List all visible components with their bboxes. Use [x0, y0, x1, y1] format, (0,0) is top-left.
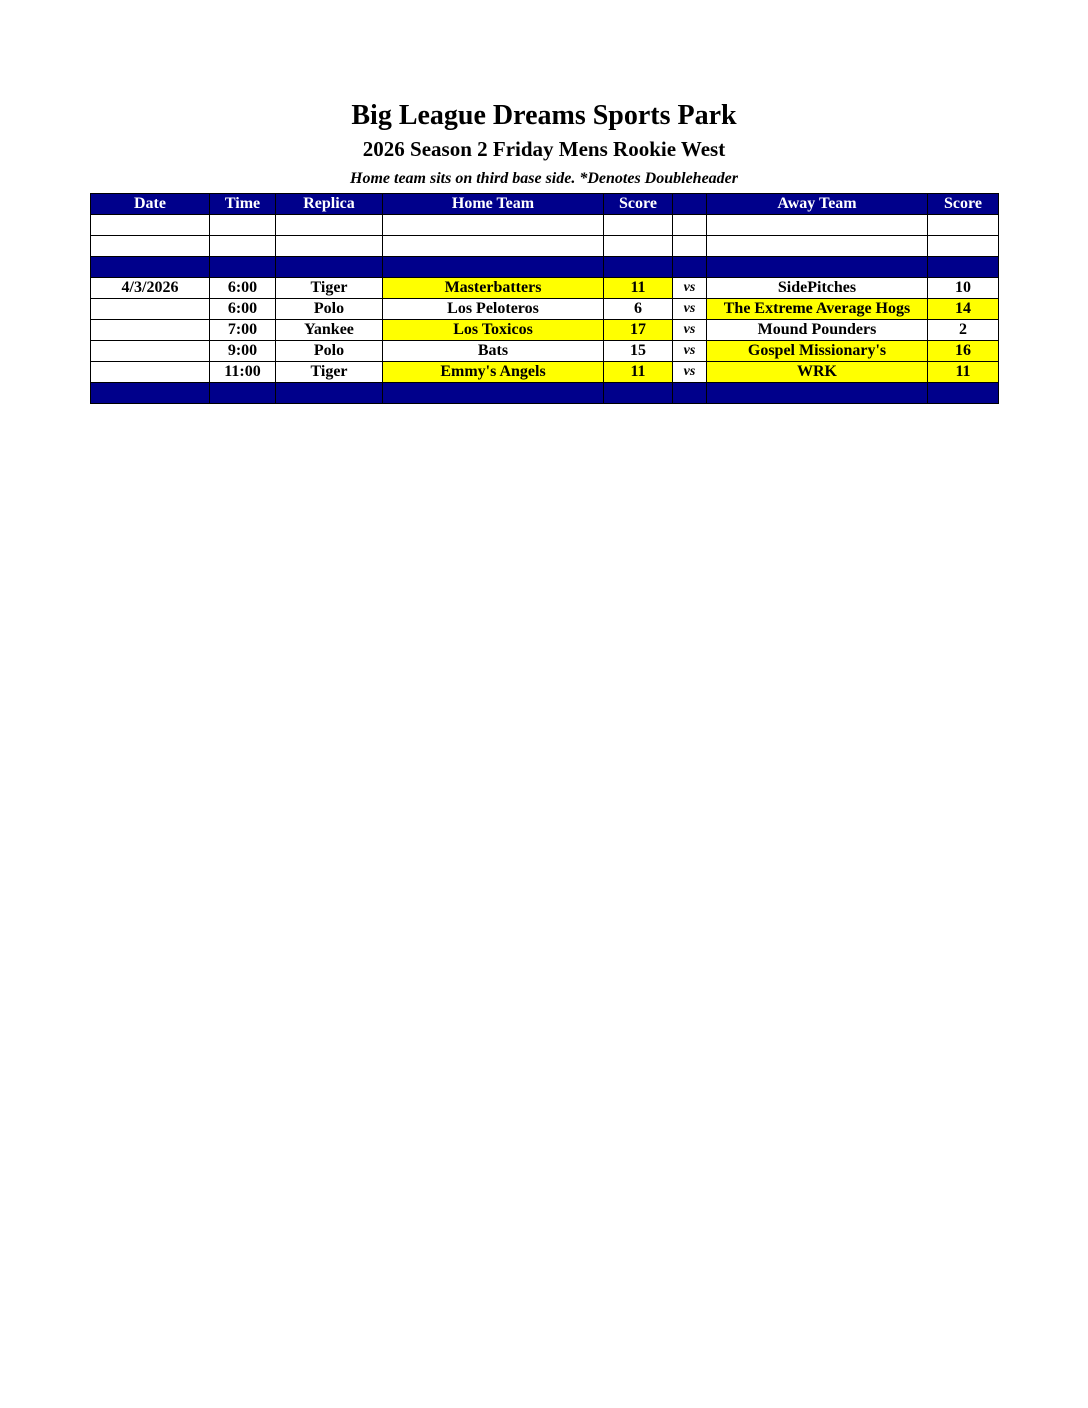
game-date-cell	[91, 320, 210, 341]
vs-cell: vs	[673, 299, 707, 320]
away-score-cell: 2	[928, 320, 999, 341]
band-cell	[276, 383, 383, 404]
home-team-cell: Emmy's Angels	[383, 362, 604, 383]
band-cell	[928, 257, 999, 278]
band-cell	[210, 257, 276, 278]
band-cell	[928, 383, 999, 404]
column-header-date: Date	[91, 194, 210, 215]
games-body	[91, 278, 999, 383]
vs-cell: vs	[673, 320, 707, 341]
game-time-cell: 7:00	[210, 320, 276, 341]
band-cell	[383, 257, 604, 278]
band-cell	[210, 383, 276, 404]
empty-cell	[91, 236, 210, 257]
game-row	[91, 320, 999, 341]
game-row	[91, 278, 999, 299]
schedule-table	[90, 193, 999, 404]
column-header-away-score: Score	[928, 194, 999, 215]
band-cell	[91, 383, 210, 404]
empty-cell	[604, 215, 673, 236]
band-cell	[91, 257, 210, 278]
game-date-cell: 4/3/2026	[91, 278, 210, 299]
home-score-cell: 6	[604, 299, 673, 320]
band-cell	[604, 257, 673, 278]
empty-cell	[673, 236, 707, 257]
away-score-cell: 14	[928, 299, 999, 320]
empty-cell	[928, 236, 999, 257]
column-header-time: Time	[210, 194, 276, 215]
empty-row	[91, 236, 999, 257]
game-replica-cell: Tiger	[276, 362, 383, 383]
band-cell	[673, 383, 707, 404]
home-team-cell: Masterbatters	[383, 278, 604, 299]
game-time-cell: 6:00	[210, 299, 276, 320]
game-date-cell	[91, 299, 210, 320]
empty-cell	[276, 236, 383, 257]
empty-cell	[928, 215, 999, 236]
separator-band	[91, 257, 999, 278]
game-date-cell	[91, 362, 210, 383]
band-cell	[604, 383, 673, 404]
home-team-cell: Bats	[383, 341, 604, 362]
empty-row	[91, 215, 999, 236]
game-time-cell: 11:00	[210, 362, 276, 383]
empty-cell	[707, 215, 928, 236]
away-score-cell: 10	[928, 278, 999, 299]
footer-band	[91, 383, 999, 404]
empty-cell	[383, 236, 604, 257]
away-team-cell: Gospel Missionary's	[707, 341, 928, 362]
band-cell	[673, 257, 707, 278]
column-header-replica: Replica	[276, 194, 383, 215]
band-cell	[276, 257, 383, 278]
band-cell	[383, 383, 604, 404]
column-header-vs	[673, 194, 707, 215]
home-team-cell: Los Peloteros	[383, 299, 604, 320]
empty-cell	[210, 236, 276, 257]
column-header-away-team: Away Team	[707, 194, 928, 215]
schedule-body	[91, 215, 999, 278]
game-replica-cell: Tiger	[276, 278, 383, 299]
away-team-cell: Mound Pounders	[707, 320, 928, 341]
home-team-cell: Los Toxicos	[383, 320, 604, 341]
empty-cell	[707, 236, 928, 257]
away-team-cell: SidePitches	[707, 278, 928, 299]
away-score-cell: 16	[928, 341, 999, 362]
home-score-cell: 15	[604, 341, 673, 362]
band-cell	[707, 257, 928, 278]
empty-cell	[91, 215, 210, 236]
away-team-cell: WRK	[707, 362, 928, 383]
empty-cell	[276, 215, 383, 236]
game-time-cell: 6:00	[210, 278, 276, 299]
away-team-cell: The Extreme Average Hogs	[707, 299, 928, 320]
page-subtitle: 2026 Season 2 Friday Mens Rookie West	[362, 137, 726, 161]
game-row	[91, 341, 999, 362]
away-score-cell: 11	[928, 362, 999, 383]
column-header-home-score: Score	[604, 194, 673, 215]
vs-cell: vs	[673, 278, 707, 299]
home-score-cell: 11	[604, 362, 673, 383]
empty-cell	[673, 215, 707, 236]
home-score-cell: 11	[604, 278, 673, 299]
schedule-note: Home team sits on third base side. *Denotes Doubleheader	[350, 170, 738, 187]
footer-body	[91, 383, 999, 404]
game-replica-cell: Polo	[276, 299, 383, 320]
home-score-cell: 17	[604, 320, 673, 341]
empty-cell	[604, 236, 673, 257]
page-title: Big League Dreams Sports Park	[351, 100, 737, 131]
game-time-cell: 9:00	[210, 341, 276, 362]
game-date-cell	[91, 341, 210, 362]
header-row	[91, 194, 999, 215]
game-row	[91, 299, 999, 320]
column-header-home-team: Home Team	[383, 194, 604, 215]
vs-cell: vs	[673, 362, 707, 383]
game-row	[91, 362, 999, 383]
vs-cell: vs	[673, 341, 707, 362]
game-replica-cell: Yankee	[276, 320, 383, 341]
game-replica-cell: Polo	[276, 341, 383, 362]
band-cell	[707, 383, 928, 404]
empty-cell	[210, 215, 276, 236]
empty-cell	[383, 215, 604, 236]
